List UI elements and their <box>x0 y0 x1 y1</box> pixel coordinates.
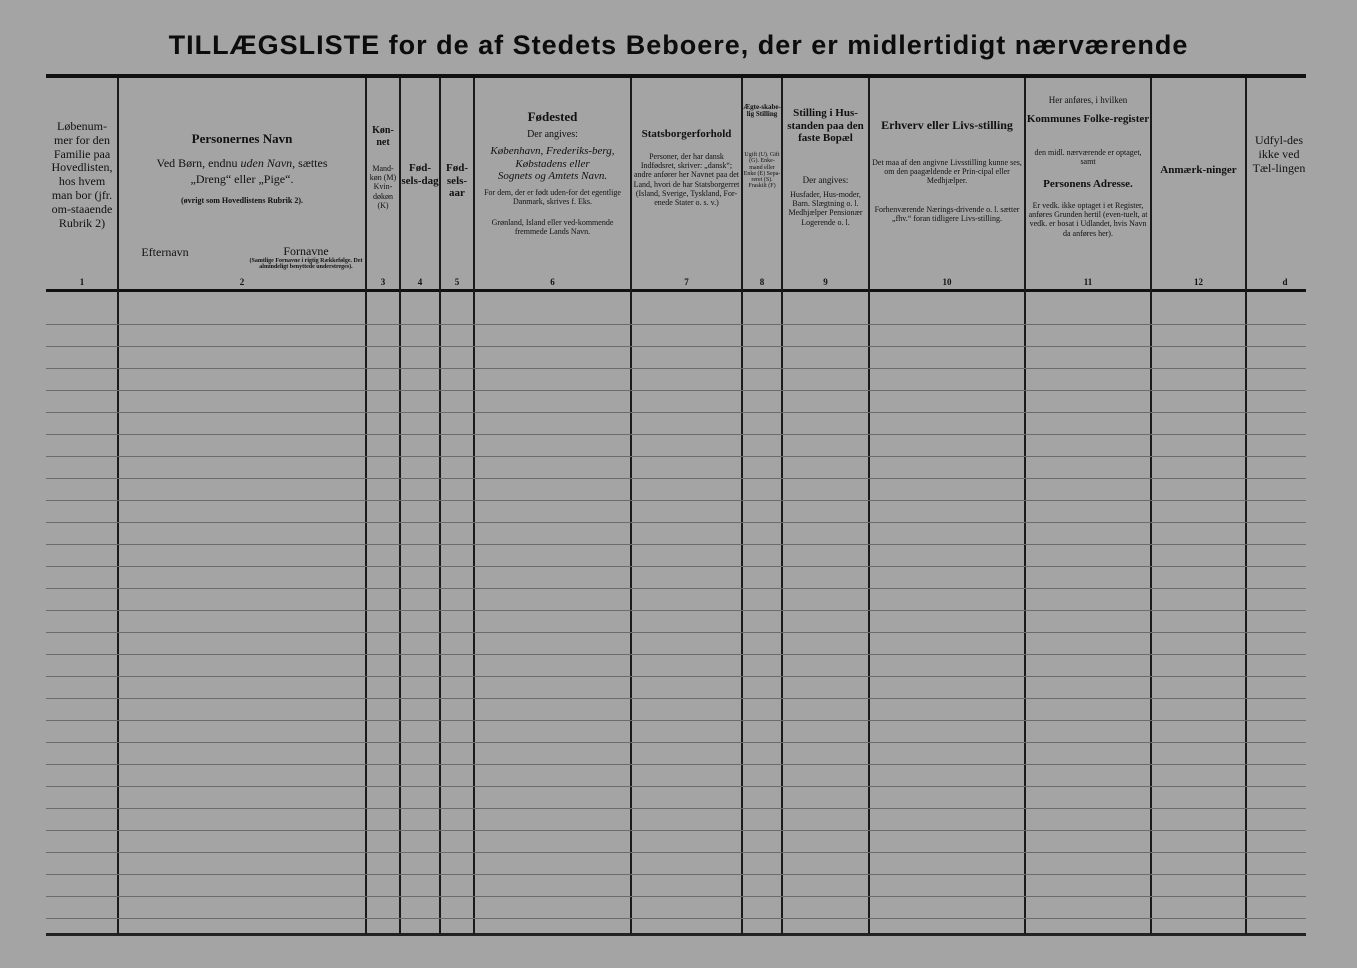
col11-body: Er vedk. ikke optaget i et Register, anføres Grunden hertil (even-tuelt, at vedk. er bosat i Udlandet, hvis Navn da anføres her). <box>1028 201 1148 238</box>
col2-line1-b: uden Navn, <box>240 156 296 170</box>
entry-row-line <box>46 654 1306 655</box>
col10-body2: Forhenværende Nærings-drivende o. l. sætter „fhv.“ foran tidligere Livs-stilling. <box>874 205 1020 224</box>
entry-row-line <box>46 632 1306 633</box>
entry-row-line <box>46 610 1306 611</box>
col1-number: 1 <box>79 277 85 287</box>
col3-body: Mand-køn (M) Kvin-døkøn (K) <box>369 164 397 210</box>
col7-header: Statsborgerforhold <box>641 128 732 140</box>
col3-number: 3 <box>380 277 386 287</box>
col2-header: Personernes Navn <box>191 131 293 146</box>
col2-firstnames-label: Fornavne <box>283 244 329 258</box>
entry-row-line <box>46 874 1306 875</box>
entry-row-line <box>46 808 1306 809</box>
entry-row-line <box>46 764 1306 765</box>
col3-header: Køn-net <box>372 125 394 148</box>
col12-header: Anmærk-ninger <box>1160 164 1237 176</box>
col9-number: 9 <box>823 277 828 287</box>
col2-note: (øvrigt som Hovedlistens Rubrik 2). <box>181 196 303 205</box>
entry-row-line <box>46 390 1306 391</box>
col10-header: Erhverv eller Livs-stilling <box>881 118 1013 132</box>
col4-number: 4 <box>417 277 423 287</box>
column-divider <box>741 78 743 934</box>
entry-row-line <box>46 500 1306 501</box>
col6-places: København, Frederiks-berg, Købstadens eller <box>490 145 615 170</box>
column-divider <box>473 78 475 934</box>
column-divider <box>1150 78 1152 934</box>
column-divider <box>117 78 119 934</box>
col2-line1-c: sættes <box>295 156 328 170</box>
entry-row-line <box>46 544 1306 545</box>
col9-body: Husfader, Hus-moder, Barn. Slægtning o. l. Medhjælper Pensionær Logerende o. l. <box>788 190 863 227</box>
col2-surname-label: Efternavn <box>141 245 189 259</box>
col11-number: 11 <box>1083 277 1093 287</box>
col6-number: 6 <box>550 277 555 287</box>
top-rule <box>46 74 1306 78</box>
bottom-rule <box>46 933 1306 936</box>
col6-sub: Der angives: <box>527 129 578 140</box>
col7-body: Personer, der har dansk Indfødsret, skriver: „dansk“; andre anfører her Navnet paa det Land, hvori de har Statsborgerret (Island, Sverige, Tyskland, For-enede Stater o. s. v.) <box>633 152 740 207</box>
col2-line1 <box>120 157 364 171</box>
entry-row-line <box>46 346 1306 347</box>
entry-row-line <box>46 434 1306 435</box>
entry-row-line <box>46 830 1306 831</box>
header-rule <box>46 289 1306 292</box>
col6-header: Fødested <box>527 109 578 124</box>
entry-row-line <box>46 522 1306 523</box>
entry-row-line <box>46 698 1306 699</box>
entry-row-line <box>46 786 1306 787</box>
col8-header: Ægte-skabe-lig Stilling <box>743 103 781 119</box>
col5-number: 5 <box>454 277 460 287</box>
entry-row-line <box>46 918 1306 919</box>
col11-header: Kommunes Folke-register <box>1026 113 1150 125</box>
entry-row-line <box>46 324 1306 325</box>
col9-sub: Der angives: <box>802 175 849 185</box>
entry-row-line <box>46 676 1306 677</box>
col6-abroad: For dem, der er født uden-for det egentlige Danmark, skrives f. Eks. <box>484 188 621 207</box>
cold-number: d <box>1282 277 1288 287</box>
col8-number: 8 <box>759 277 765 287</box>
entry-row-line <box>46 896 1306 897</box>
col11-mid: den midl. nærværende er optaget, samt <box>1034 148 1142 167</box>
col2-line1-a: Ved Børn, endnu <box>156 156 241 170</box>
col8-body: Ugift (U). Gift (G). Enke-mand eller Enke (E) Sepa-reret (S). Fraskilt (F) <box>743 152 781 190</box>
col7-number: 7 <box>684 277 689 287</box>
cold-header: Udfyl-des ikke ved Tæl-lingen <box>1252 133 1306 175</box>
column-divider <box>439 78 441 934</box>
col4-header: Fød-sels-dag <box>401 162 439 187</box>
col2-number: 2 <box>239 277 245 287</box>
col10-number: 10 <box>942 277 952 287</box>
col1-header: Løbenum-mer for den Familie paa Hovedlisten, hos hvem man bor (jfr. om-staaende Rubrik 2) <box>51 119 113 230</box>
col2-firstnames-note: (Samtlige Fornavne i rigtig Rækkefølge. Det almindeligt benyttede understreges). <box>249 258 363 271</box>
entry-row-line <box>46 478 1306 479</box>
entry-row-line <box>46 588 1306 589</box>
entry-row-line <box>46 742 1306 743</box>
form-title: TILLÆGSLISTE for de af Stedets Beboere, der er midlertidigt nærværende <box>168 30 1189 60</box>
entry-row-line <box>46 456 1306 457</box>
entry-row-line <box>46 852 1306 853</box>
column-divider <box>1245 78 1247 934</box>
entry-row-line <box>46 412 1306 413</box>
col5-header: Fød-sels-aar <box>446 162 468 200</box>
col12-number: 12 <box>1194 277 1203 287</box>
col6-parish: Sognets og Amtets Navn. <box>497 170 608 182</box>
entry-row-line <box>46 566 1306 567</box>
entry-row-line <box>46 720 1306 721</box>
col11-header2: Personens Adresse. <box>1043 178 1133 190</box>
col6-foreign: Grønland, Island eller ved-kommende fremmede Lands Navn. <box>491 218 614 237</box>
col2-line2: „Dreng“ eller „Pige“. <box>190 172 294 186</box>
col10-body1: Det maa af den angivne Livsstilling kunne ses, om den paagældende er Prin-cipal eller Medhjælper. <box>872 158 1022 186</box>
col9-header: Stilling i Hus-standen paa den faste Bopæl <box>787 107 864 145</box>
entry-row-line <box>46 368 1306 369</box>
col11-top: Her anføres, i hvilken <box>1048 95 1128 105</box>
column-divider <box>399 78 401 934</box>
